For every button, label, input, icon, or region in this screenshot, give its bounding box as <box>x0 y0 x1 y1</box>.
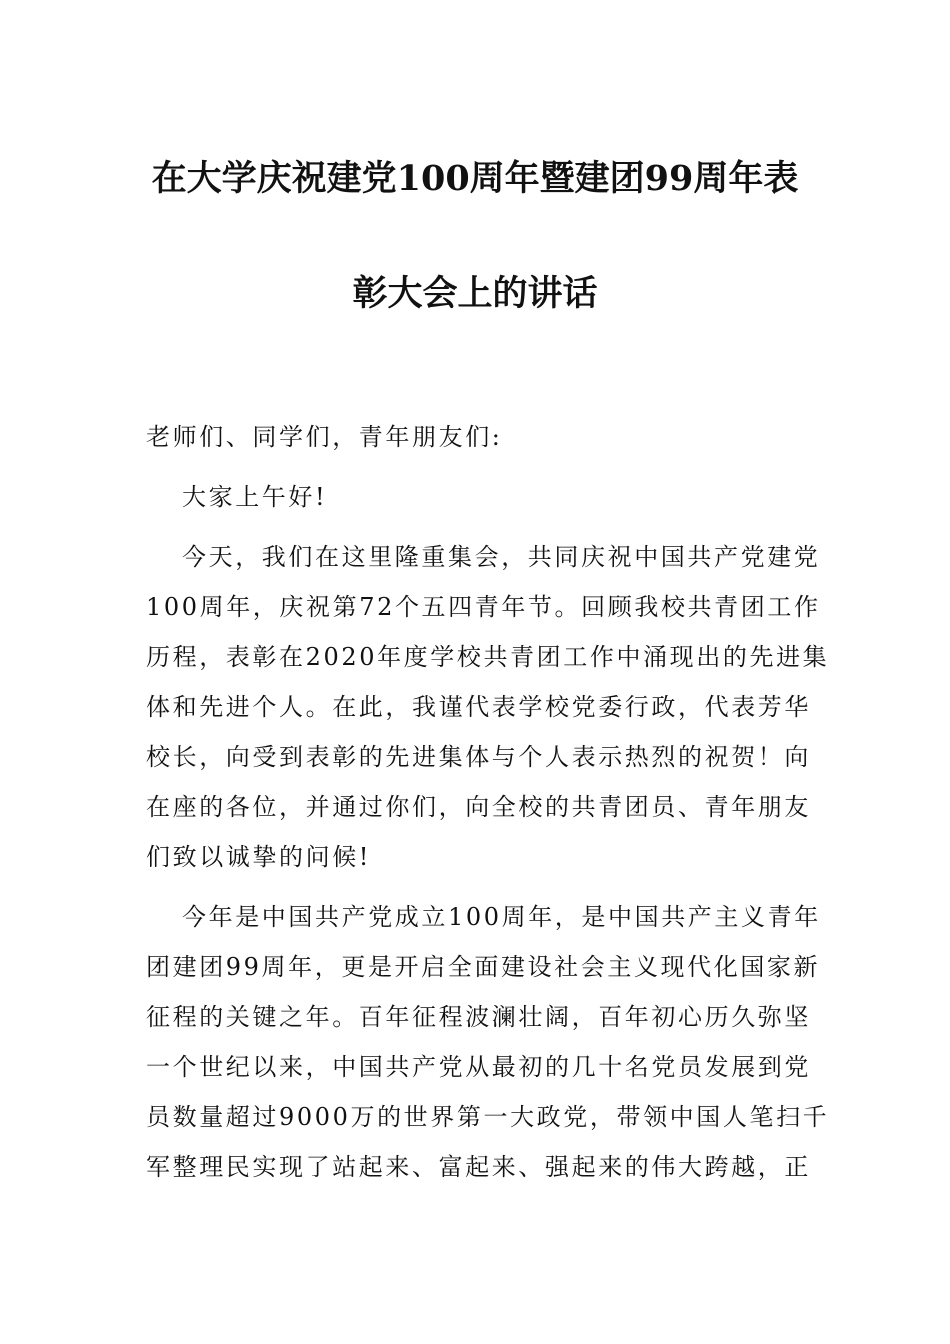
paragraph-1-line: 历程，表彰在2020年度学校共青团工作中涌现出的先进集 <box>146 643 830 671</box>
paragraph-2-line: 一个世纪以来，中国共产党从最初的几十名党员发展到党 <box>146 1053 811 1081</box>
paragraph-1-line: 们致以诚挚的问候! <box>146 843 372 871</box>
paragraph-1-line: 今天，我们在这里隆重集会，共同庆祝中国共产党建党 <box>182 543 821 571</box>
paragraph-2-line: 员数量超过9000万的世界第一大政党，带领中国人笔扫千 <box>146 1103 830 1131</box>
document-title-line-2: 彰大会上的讲话 <box>352 273 598 314</box>
paragraph-2-line: 团建团99周年，更是开启全面建设社会主义现代化国家新 <box>146 953 821 981</box>
greeting: 大家上午好! <box>182 483 328 511</box>
paragraph-1-line: 100周年，庆祝第72个五四青年节。回顾我校共青团工作 <box>146 593 821 621</box>
paragraph-1-line: 校长，向受到表彰的先进集体与个人表示热烈的祝贺！向 <box>146 743 811 771</box>
paragraph-1-line: 体和先进个人。在此，我谨代表学校党委行政，代表芳华 <box>146 693 811 721</box>
paragraph-2-line: 今年是中国共产党成立100周年，是中国共产主义青年 <box>182 903 821 931</box>
paragraph-2-line: 征程的关键之年。百年征程波澜壮阔，百年初心历久弥坚 <box>146 1003 811 1031</box>
document-title-line-1: 在大学庆祝建党100周年暨建团99周年表 <box>151 158 799 199</box>
paragraph-1-line: 在座的各位，并通过你们，向全校的共青团员、青年朋友 <box>146 793 811 821</box>
salutation: 老师们、同学们，青年朋友们: <box>146 423 503 451</box>
paragraph-2-line: 军整理民实现了站起来、富起来、强起来的伟大跨越，正 <box>146 1153 811 1181</box>
